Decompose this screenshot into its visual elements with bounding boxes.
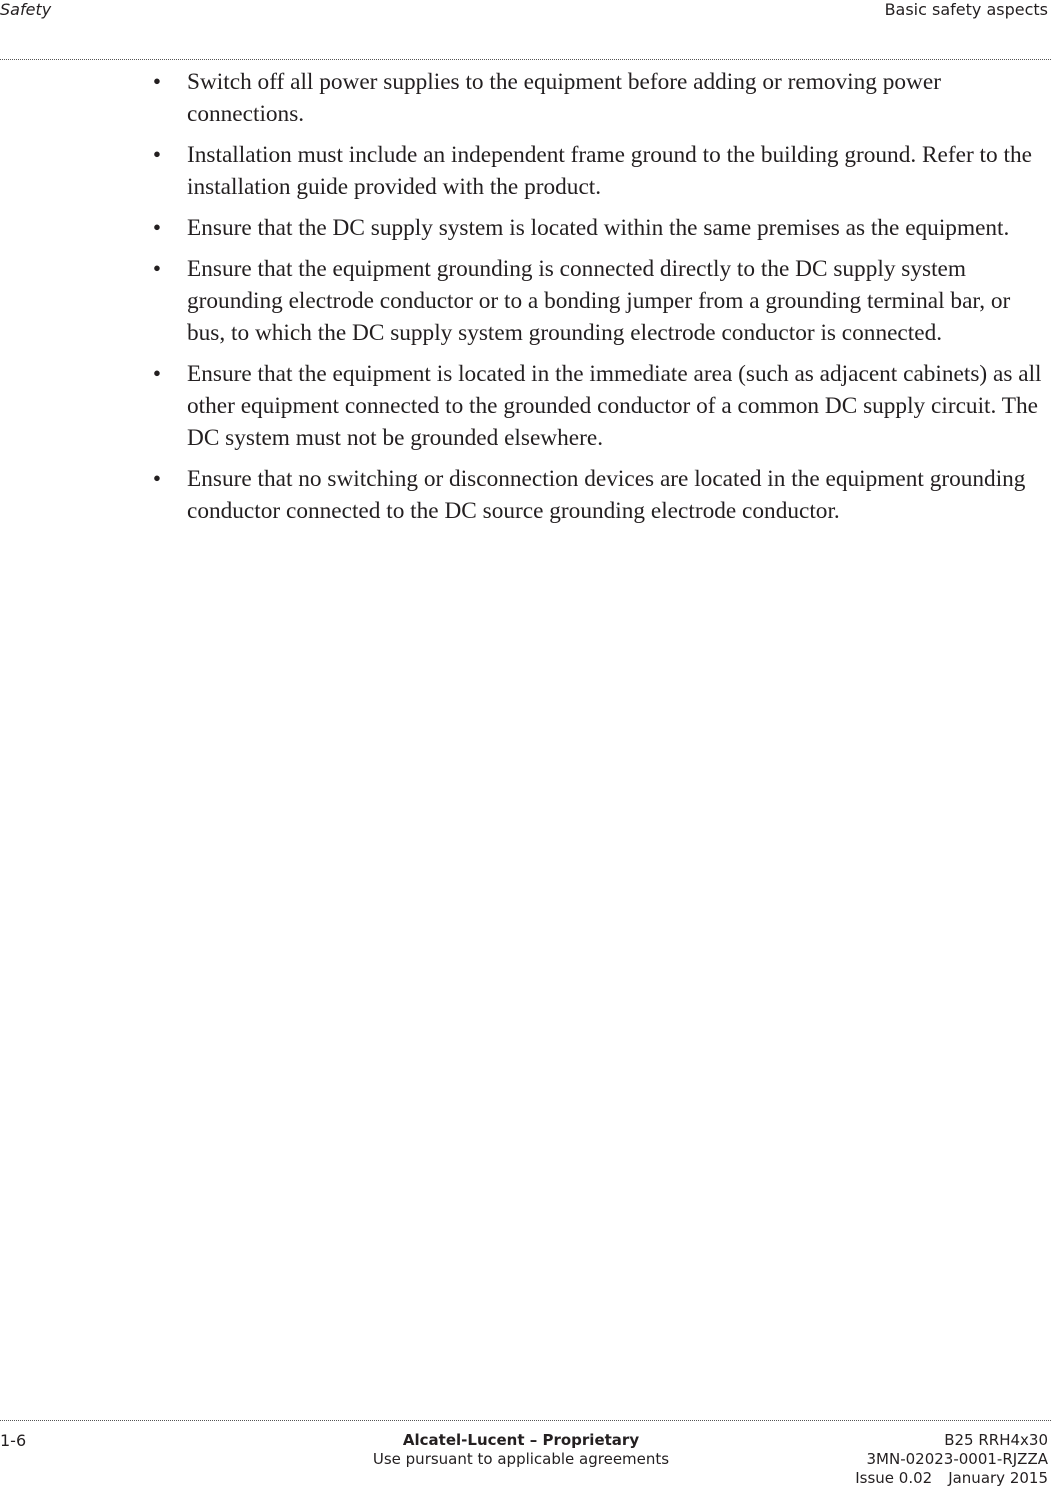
footer-document-info (855, 1431, 1048, 1488)
page-number: 1-6 (0, 1431, 27, 1450)
footer-dotted-rule (0, 1420, 1051, 1421)
list-item (141, 358, 1046, 454)
list-item-text: Switch off all power supplies to the equipment before adding or removing power connections. (187, 69, 941, 127)
running-header-topic: Basic safety aspects (884, 0, 1048, 19)
bullet-icon: • (152, 466, 162, 492)
list-item-text: Ensure that the DC supply system is located within the same premises as the equipment. (187, 215, 1010, 241)
bullet-icon: • (152, 215, 162, 241)
list-item (141, 212, 1046, 244)
issue-date-line (855, 1469, 1048, 1488)
product-name: B25 RRH4x30 (944, 1431, 1048, 1449)
list-item-text: Ensure that the equipment grounding is connected directly to the DC supply system grounding electrode conductor or to a bonding jumper from a grounding terminal bar, or bus, to which the DC supply system grounding electrode conductor is connected. (187, 256, 1011, 346)
document-number: 3MN-02023-0001-RJZZA (866, 1450, 1048, 1468)
list-item-text: Ensure that the equipment is located in the immediate area (such as adjacent cabinets) as all other equipment connected to the grounded conductor of a common DC supply circuit. The DC system must not be grounded elsewhere. (187, 361, 1042, 451)
proprietary-label: Alcatel-Lucent – Proprietary (402, 1431, 640, 1449)
issue-number: Issue 0.02 (855, 1469, 933, 1487)
issue-date: January 2015 (948, 1469, 1048, 1487)
bullet-icon: • (152, 361, 162, 387)
list-item-text: Ensure that no switching or disconnection devices are located in the equipment grounding conductor connected to the DC source grounding electrode conductor. (187, 466, 1026, 524)
bullet-icon: • (152, 256, 162, 282)
list-item (141, 253, 1046, 349)
safety-bullet-list (141, 66, 1046, 536)
footer-proprietary-notice (221, 1431, 821, 1469)
bullet-icon: • (152, 69, 162, 95)
bullet-icon: • (152, 142, 162, 168)
running-header-section: Safety (0, 0, 52, 19)
list-item (141, 66, 1046, 130)
header-dotted-rule (0, 59, 1051, 60)
list-item (141, 463, 1046, 527)
list-item (141, 139, 1046, 203)
list-item-text: Installation must include an independent frame ground to the building ground. Refer to the installation guide provided with the product. (187, 142, 1032, 200)
usage-notice: Use pursuant to applicable agreements (372, 1450, 670, 1468)
